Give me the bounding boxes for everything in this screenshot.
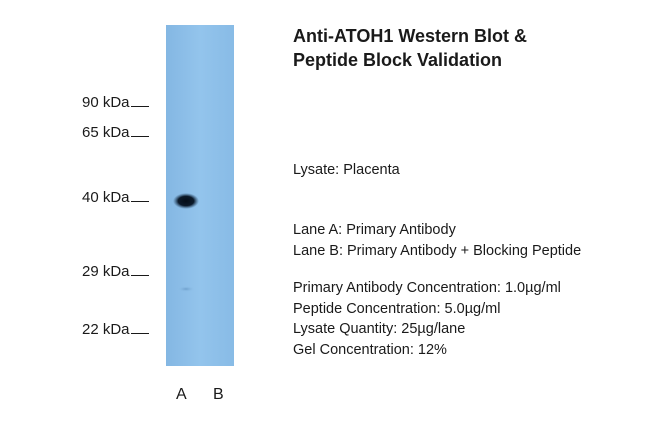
blot-image bbox=[166, 25, 234, 366]
peptide-concentration: Peptide Concentration: 5.0µg/ml bbox=[293, 301, 501, 317]
marker-tick bbox=[131, 275, 149, 276]
marker-40kda bbox=[82, 189, 149, 207]
marker-label: 65 kDa bbox=[82, 124, 130, 141]
faint-band-lane-a bbox=[177, 286, 195, 292]
blot-membrane bbox=[166, 25, 234, 366]
marker-tick bbox=[131, 136, 149, 137]
lane-a-description: Lane A: Primary Antibody bbox=[293, 222, 456, 238]
marker-tick bbox=[131, 201, 149, 202]
title-line-1: Anti-ATOH1 Western Blot & bbox=[293, 26, 528, 46]
marker-tick bbox=[131, 106, 149, 107]
lane-label-b: B bbox=[213, 386, 224, 403]
lysate-info: Lysate: Placenta bbox=[293, 162, 400, 178]
title-line-2: Peptide Block Validation bbox=[293, 50, 503, 70]
marker-90kda bbox=[82, 94, 149, 112]
marker-label: 40 kDa bbox=[82, 189, 130, 206]
lane-b-description: Lane B: Primary Antibody + Blocking Peptide bbox=[293, 243, 582, 259]
marker-label: 90 kDa bbox=[82, 94, 130, 111]
marker-tick bbox=[131, 333, 149, 334]
lysate-quantity: Lysate Quantity: 25µg/lane bbox=[293, 321, 466, 337]
marker-29kda bbox=[82, 263, 149, 281]
marker-label: 22 kDa bbox=[82, 321, 130, 338]
band-lane-a-40kda bbox=[173, 193, 199, 209]
marker-22kda bbox=[82, 321, 149, 339]
gel-concentration: Gel Concentration: 12% bbox=[293, 342, 447, 358]
lane-label-a: A bbox=[176, 386, 187, 403]
marker-label: 29 kDa bbox=[82, 263, 130, 280]
marker-65kda bbox=[82, 124, 149, 142]
membrane-background bbox=[166, 25, 234, 366]
primary-antibody-concentration: Primary Antibody Concentration: 1.0µg/ml bbox=[293, 280, 561, 296]
figure-title bbox=[293, 24, 527, 72]
